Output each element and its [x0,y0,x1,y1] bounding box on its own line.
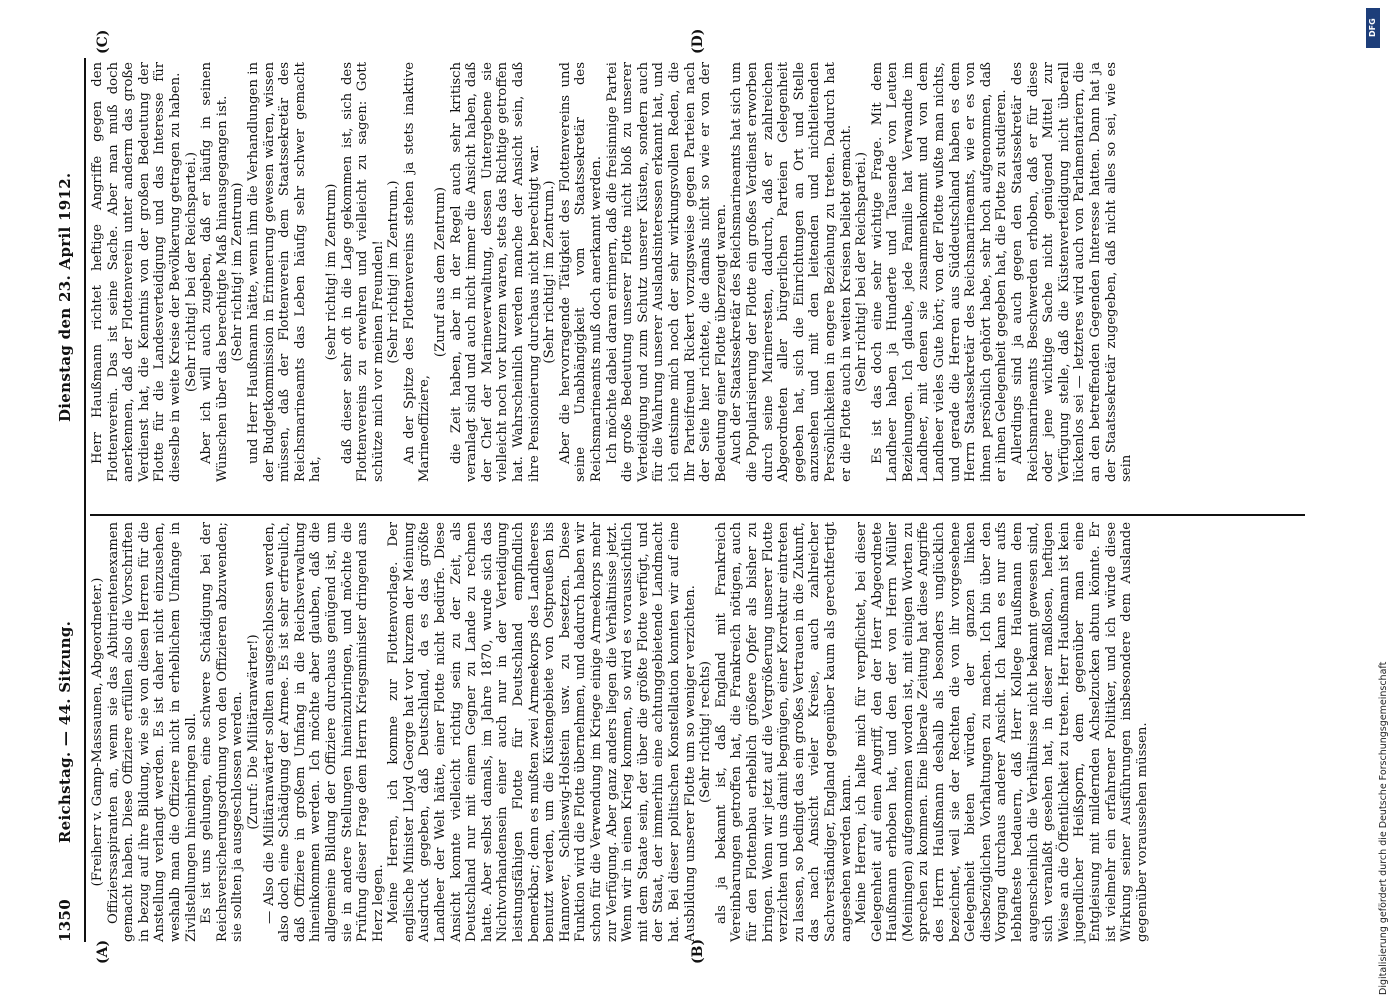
interjection: (Sehr richtig! im Zentrum) [230,182,246,362]
interjection: (Freiherr v. Gamp-Massaunen, Abgeordneter.) [90,577,105,887]
paragraph: Aber ich will auch zugeben, daß er häufig in seinen Wünschen über das berechtigte Maß hinausgegangen ist. [199,62,230,482]
interjection: (Zuruf aus dem Zentrum) [433,186,449,358]
dfg-logo: DFG [1366,8,1380,48]
paragraph: Meine Herren, ich halte mich für verpflichtet, bei dieser Gelegenheit auf einen Angriff, den der Herr Abgeordnete Haußmann erhoben hat, und den der von Herrn Müller (Meiningen) aufgenommen worden ist, mit einigen Worten zu sprechen zu kommen. Eine liberale Zeitung hat diese Angriffe des Herrn Haußmann deshalb als besonders unglücklich bezeichnet, weil sie der Rechten die von ihr vorgesehene Gelegenheit bieten würden, der ganzen linken diesbezüglichen Vorhaltungen zu machen. Ich bin über den Vorgang durchaus anderer Ansicht. Ich kann es nur aufs lebhafteste bedauern, daß Herr Kollege Haußmann dem augenscheinlich die Verhältnisse nicht bekannt gewesen sind, sich veranlaßt gesehen hat, in dieser maßlosen, heftigen Weise an die Öffentlichkeit zu treten. Herr Haußmann ist kein jugendlicher Heißsporn, dem gegenüber man eine Entgleisung mit mildernden Achselzucken abtun könnte. Er ist vielmehr ein erfahrener Politiker, und ich würde diese Wirkung seiner Ausführungen insbesondere dem Auslande gegenüber voraussehen müssen. [854,522,1150,942]
paragraph: Ich möchte dabei daran erinnern, daß die freisinnige Partei die große Bedeutung unserer Flotte nicht bloß zu unserer Verteidigung und zum Schutz unserer Küsten, sondern auch für die Wahrung unserer Auslandsinteressen erkannt hat, und ich entsinne mich noch der sehr wirkungsvollen Reden, die Ihr Parteifreund Rickert vorzugsweise gegen Parteien nach der Seite hier richtete, die damals nicht so wie er von der Bedeutung einer Flotte überzeugt waren. [604,62,729,482]
paragraph: daß dieser sehr oft in die Lage gekommen ist, sich des Flottenvereins zu erwehren und vielleicht zu sagen: Gott schütze mich vor meinen Freunden! [339,62,386,482]
interjection: (Sehr richtig! im Zentrum.) [386,180,402,364]
interjection: (Sehr richtig! bei der Reichspartei.) [854,151,870,393]
margin-letter-a: (A) [95,939,111,964]
page-header [52,58,80,942]
interjection: (Sehr richtig! im Zentrum.) [542,180,558,364]
paragraph: — Also die Militäranwärter sollten ausgeschlossen werden, also doch eine Schädigung der Armee. Es ist sehr erfreulich, daß Offiziere in großem Umfang in die Reichsverwaltung hineinkommen werden. Ich möchte aber glauben, daß die allgemeine Bildung der Offiziere durchaus genügend ist, um sie in andere Stellungen hineinzubringen, und möchte die Prüfung dieser Frage dem Herrn Kriegsminister dringend ans Herz legen. [261,522,386,942]
paragraph: Es ist das doch eine sehr wichtige Frage. Mit dem Landheer haben ja Hunderte und Tausende von Leuten Beziehungen. Ich glaube, jede Familie hat Verwandte im Landheer, mit denen sie zusammenkommt und von dem Landheer vieles Gute hört; von der Flotte wußte man nichts, und gerade die Herren aus Süddeutschland haben es dem Herrn Staatssekretär des Reichsmarineamts, wie er es von ihnen persönlich gehört habe, sehr hoch aufgenommen, daß er ihnen Gelegenheit gegeben hat, die Flotte zu studieren. [869,62,1010,482]
paragraph: als ja bekannt ist, daß England mit Frankreich Vereinbarungen getroffen hat, die Frankreich nötigen, auch für den Flottenbau erheblich größere Opfer als bisher zu bringen. Wenn wir jetzt auf die Vergrößerung unserer Flotte verzichten und uns damit begnügen, einer Korrektur eintreten zu lassen, so bedingt das ein großes Vertrauen in die Zukunft, das nach Ansicht vieler Kreise, auch zahlreicher Sachverständiger, England gegenüber kaum als gerechtfertigt angesehen werden kann. [713,522,854,942]
paragraph: Herr Haußmann richtet heftige Angriffe gegen den Flottenverein. Das ist seine Sache. Aber man muß doch anerkennen, daß der Flottenverein unter anderm das große Verdienst hat, die Kenntnis von der großen Bedeutung der Flotte für die Landesverteidigung und das Interesse für dieselbe in weite Kreise der Bevölkerung getragen zu haben. [90,62,183,482]
margin-letter-c: (C) [95,29,111,54]
paragraph: Offiziersaspiranten an, wenn sie das Abiturientenexamen gemacht haben. Diese Offiziere erfüllen also die Vorschriften in bezug auf ihre Bildung, wie sie von diesen Herren für die Anstellung verlangt werden. Es ist daher nicht einzusehen, weshalb man die Offiziere nicht in erheblichem Umfange in Zivilstellungen hineinbringen soll. [105,522,199,942]
left-column [90,522,1300,942]
paragraph: Aber die hervorragende Tätigkeit des Flottenvereins und seine Unabhängigkeit vom Staatssekretär des Reichsmarineamts muß doch anerkannt werden. [557,62,604,482]
paragraph: die Zeit haben, aber in der Regel auch sehr kritisch veranlagt sind und auch nicht immer die Ansicht haben, daß der Chef der Marineverwaltung, dessen Untergebene sie vielleicht noch vor kurzem waren, stets das Richtige getroffen hat. Wahrscheinlich werden manche der Ansicht sein, daß ihre Pensionierung durchaus nicht berechtigt war. [448,62,542,482]
header-left-title: Reichstag. — 44. Sitzung. [56,620,74,844]
interjection: (Zuruf: Die Militäranwärter!) [245,634,261,830]
header-rule [84,58,86,942]
paragraph: und Herr Haußmann hätte, wenn ihm die Verhandlungen in der Budgetkommission in Erinnerung gewesen wären, wissen müssen, daß der Flottenverein dem Staatssekretär des Reichsmarineamts das Leben häufig sehr schwer gemacht hat, [245,62,324,482]
header-right-title: Dienstag den 23. April 1912. [56,172,74,422]
digitization-note: Digitalisierung gefördert durch die Deutsche Forschungsgemeinschaft [1378,661,1389,995]
paragraph: Es ist uns gelungen, eine schwere Schädigung bei der Reichsversicherungsordnung von den Offizieren abzuwenden; sie sollten ja ausgeschlossen werden. [199,522,246,942]
interjection: (sehr richtig! im Zentrum) [323,183,339,361]
paragraph: Auch der Staatssekretär des Reichsmarineamts hat sich um die Popularisierung der Flotte ein großes Verdienst erworben durch seine Marineresten, dadurch, daß er zahlreichen Abgeordneten aller bürgerlichen Parteien Gelegenheit gegeben hat, sich die Einrichtungen an Ort und Stelle anzusehen und mit den leitenden und nichtleitenden Persönlichkeiten in engere Beziehung zu treten. Dadurch hat er die Flotte auch in weiten Kreisen beliebt gemacht. [729,62,854,482]
right-column [90,62,1300,482]
interjection: (Sehr richtig! rechts) [698,660,714,804]
column-divider [90,514,1305,516]
margin-letter-d: (D) [690,28,706,54]
interjection: (Sehr richtig! bei der Reichspartei.) [183,151,199,393]
paragraph: An der Spitze des Flottenvereins stehen ja stets inaktive Marineoffiziere, [401,62,433,482]
margin-letter-b: (B) [690,938,706,964]
page-number: 1350 [56,899,74,942]
paragraph: Allerdings sind ja auch gegen den Staatssekretär des Reichsmarineamts Beschwerden erhoben, daß er für diese oder jene wichtige Sache nicht genügend Mittel zur Verfügung stelle, daß die Küstenverteidigung nicht überall lückenlos sei — letzteres wird auch von Parlamentariern, die an den betreffenden Gegenden Interesse hatten. Dann hat ja der Staatssekretär zugegeben, daß nicht alles so sei, wie es sein [1010,62,1135,482]
paragraph: Meine Herren, ich komme zur Flottenvorlage. Der englische Minister Lloyd George hat vor kurzem der Meinung Ausdruck gegeben, daß Deutschland, da es das größte Landheer der Welt hätte, einer Flotte nicht bedürfe. Diese Ansicht konnte vielleicht richtig sein zu der Zeit, als Deutschland nur mit einem Gegner zu Lande zu rechnen hatte. Aber selbst damals, im Jahre 1870, wurde sich das Nichtvorhandensein einer auch nur in der Verteidigung leistungsfähigen Flotte für Deutschland empfindlich bemerkbar; denn es mußten zwei Armeekorps des Landheeres benutzt werden, um die Küstengebiete von Ostpreußen bis Hannover, Schleswig-Holstein usw. zu besetzen. Diese Funktion wird die Flotte übernehmen, und dadurch haben wir schon für die Verwendung im Kriege einige Armeekorps mehr zur Verfügung. Aber ganz anders liegen die Verhältnisse jetzt. Wenn wir in einen Krieg kommen, so wird es voraussichtlich mit dem Staate sein, der über die größte Flotte verfügt, und der Staat, der immerhin eine achtunggebietende Landmacht hat. Bei dieser politischen Konstellation konnten wir auf eine Ausbildung unserer Flotte um so weniger verzichten. [386,522,698,942]
